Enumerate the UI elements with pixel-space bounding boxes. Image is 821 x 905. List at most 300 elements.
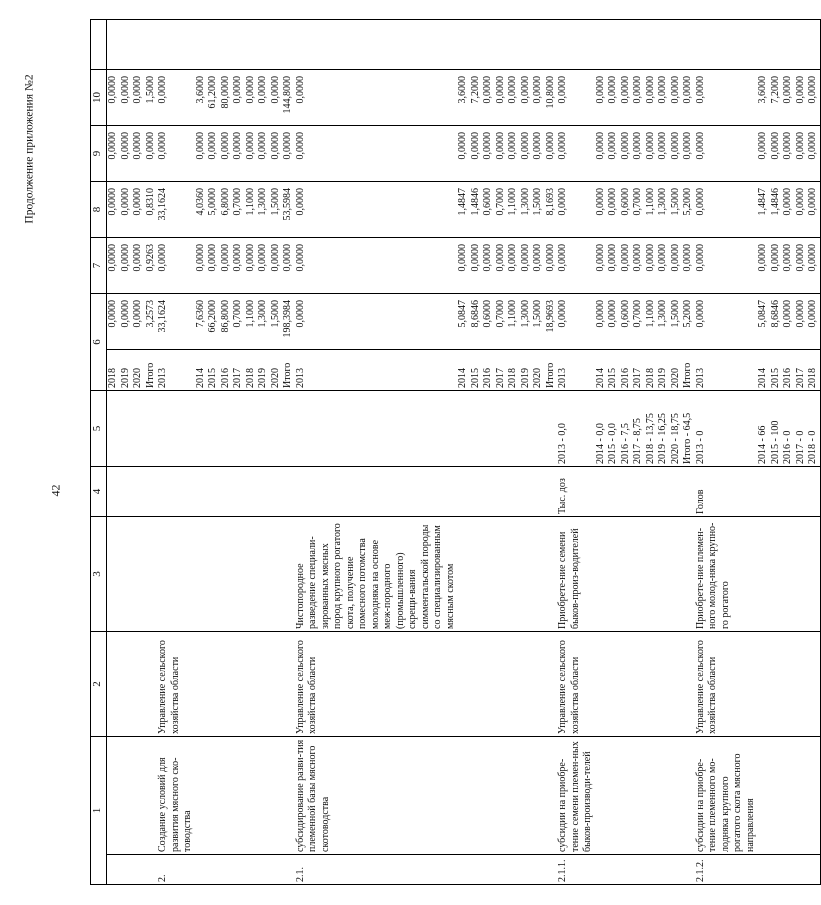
row-number-cell <box>757 855 770 885</box>
spacer-cell <box>595 20 608 70</box>
col-header-3: 3 <box>91 517 107 632</box>
year-cell: 2020 <box>532 350 545 391</box>
table-row <box>657 20 670 885</box>
row-number-cell: 2. <box>157 855 195 885</box>
unit-cell <box>770 467 783 517</box>
local-value-cell: 0,0000 <box>757 126 770 182</box>
indicator-cell: 2014 - 0,0 <box>595 391 608 467</box>
year-cell: 2013 <box>157 350 195 391</box>
unit-cell <box>270 467 283 517</box>
unit-cell <box>670 467 683 517</box>
col-header-7: 7 <box>91 238 107 294</box>
local-value-cell: 0,0000 <box>620 126 633 182</box>
extra-value-cell: 0,0000 <box>795 70 808 126</box>
total-value-cell: 0,0000 <box>295 294 458 350</box>
result-cell <box>532 517 545 632</box>
result-cell <box>632 517 645 632</box>
federal-value-cell: 0,0000 <box>120 238 133 294</box>
local-value-cell: 0,0000 <box>657 126 670 182</box>
executor-cell: Управление сельского хозяйства области <box>295 632 458 737</box>
table-row <box>507 20 520 885</box>
extra-value-cell: 0,0000 <box>782 70 795 126</box>
unit-cell <box>145 467 158 517</box>
local-value-cell: 0,0000 <box>695 126 758 182</box>
indicator-cell <box>270 391 283 467</box>
local-value-cell: 0,0000 <box>557 126 595 182</box>
spacer-cell <box>220 20 233 70</box>
row-number-cell <box>770 855 783 885</box>
federal-value-cell: 0,0000 <box>557 238 595 294</box>
total-value-cell: 0,0000 <box>595 294 608 350</box>
executor-cell <box>645 632 658 737</box>
spacer-cell <box>157 20 195 70</box>
table-row <box>257 20 270 885</box>
year-cell: 2016 <box>620 350 633 391</box>
indicator-cell: 2013 - 0,0 <box>557 391 595 467</box>
unit-cell <box>782 467 795 517</box>
table-row <box>782 20 795 885</box>
extra-value-cell: 0,0000 <box>532 70 545 126</box>
table-row <box>620 20 633 885</box>
extra-value-cell: 0,0000 <box>257 70 270 126</box>
unit-cell <box>620 467 633 517</box>
extra-value-cell: 0,0000 <box>232 70 245 126</box>
local-value-cell: 0,0000 <box>545 126 558 182</box>
indicator-cell: 2017 - 0 <box>795 391 808 467</box>
local-value-cell: 0,0000 <box>257 126 270 182</box>
unit-cell <box>157 467 195 517</box>
unit-cell <box>757 467 770 517</box>
spacer-cell <box>495 20 508 70</box>
local-value-cell: 0,0000 <box>282 126 295 182</box>
local-value-cell: 0,0000 <box>220 126 233 182</box>
extra-value-cell: 0,0000 <box>270 70 283 126</box>
row-number-cell <box>782 855 795 885</box>
result-cell <box>470 517 483 632</box>
spacer-cell <box>632 20 645 70</box>
result-cell <box>645 517 658 632</box>
table-row <box>107 20 120 885</box>
row-number-cell <box>620 855 633 885</box>
unit-cell <box>795 467 808 517</box>
name-cell: Создание условий для развития мясного ско-товодства <box>157 737 195 855</box>
year-cell: 2018 <box>245 350 258 391</box>
table-row <box>132 20 145 885</box>
name-cell <box>657 737 670 855</box>
unit-cell <box>507 467 520 517</box>
name-cell <box>132 737 145 855</box>
unit-cell <box>220 467 233 517</box>
table-row <box>520 20 533 885</box>
table-row <box>282 20 295 885</box>
executor-cell: Управление сельского хозяйства области <box>695 632 758 737</box>
result-cell: Приобрете-ние племен-ного молод-няка крупно-го рогатого <box>695 517 758 632</box>
result-cell <box>195 517 208 632</box>
result-cell <box>795 517 808 632</box>
local-value-cell: 0,0000 <box>782 126 795 182</box>
table-row <box>232 20 245 885</box>
year-cell: 2015 <box>470 350 483 391</box>
extra-value-cell: 61,2000 <box>207 70 220 126</box>
table-row <box>557 20 595 885</box>
spacer-cell <box>245 20 258 70</box>
federal-value-cell: 0,0000 <box>770 238 783 294</box>
regional-value-cell: 0,0000 <box>120 182 133 238</box>
total-value-cell: 1,1000 <box>507 294 520 350</box>
executor-cell <box>207 632 220 737</box>
executor-cell <box>270 632 283 737</box>
year-cell: 2015 <box>607 350 620 391</box>
federal-value-cell: 0,0000 <box>282 238 295 294</box>
executor-cell <box>620 632 633 737</box>
name-cell <box>470 737 483 855</box>
row-number-cell <box>470 855 483 885</box>
indicator-cell: 2017 - 8,75 <box>632 391 645 467</box>
total-value-cell: 1,5000 <box>670 294 683 350</box>
local-value-cell: 0,0000 <box>157 126 195 182</box>
unit-cell <box>132 467 145 517</box>
result-cell <box>145 517 158 632</box>
col-header-6: 6 <box>91 294 107 391</box>
extra-value-cell: 3,6000 <box>195 70 208 126</box>
name-cell: субсидирование разви-тия племенной базы мясного скотоводства <box>295 737 458 855</box>
spacer-cell <box>782 20 795 70</box>
total-value-cell: 18,9693 <box>545 294 558 350</box>
row-number-cell <box>220 855 233 885</box>
federal-value-cell: 0,9263 <box>145 238 158 294</box>
result-cell <box>457 517 470 632</box>
row-number-cell <box>670 855 683 885</box>
federal-value-cell: 0,0000 <box>695 238 758 294</box>
name-cell <box>632 737 645 855</box>
federal-value-cell: 0,0000 <box>757 238 770 294</box>
result-cell <box>657 517 670 632</box>
indicator-cell <box>132 391 145 467</box>
local-value-cell: 0,0000 <box>670 126 683 182</box>
federal-value-cell: 0,0000 <box>682 238 695 294</box>
table-row <box>807 20 820 885</box>
result-cell <box>620 517 633 632</box>
extra-value-cell: 0,0000 <box>295 70 458 126</box>
col-header-4: 4 <box>91 467 107 517</box>
table-row <box>195 20 208 885</box>
year-cell: 2016 <box>220 350 233 391</box>
indicator-cell <box>257 391 270 467</box>
year-cell: 2014 <box>457 350 470 391</box>
total-value-cell: 86,8000 <box>220 294 233 350</box>
federal-value-cell: 0,0000 <box>670 238 683 294</box>
federal-value-cell: 0,0000 <box>645 238 658 294</box>
extra-value-cell: 0,0000 <box>645 70 658 126</box>
spacer-cell <box>207 20 220 70</box>
indicator-cell <box>457 391 470 467</box>
year-cell: 2018 <box>107 350 120 391</box>
regional-value-cell: 0,6000 <box>482 182 495 238</box>
unit-cell <box>532 467 545 517</box>
executor-cell <box>520 632 533 737</box>
regional-value-cell: 1,1000 <box>245 182 258 238</box>
name-cell <box>620 737 633 855</box>
row-number-cell <box>520 855 533 885</box>
result-cell <box>607 517 620 632</box>
federal-value-cell: 0,0000 <box>457 238 470 294</box>
row-number-cell <box>270 855 283 885</box>
executor-cell: Управление сельского хозяйства области <box>157 632 195 737</box>
result-cell <box>770 517 783 632</box>
spacer-cell <box>695 20 758 70</box>
running-head: Продолжение приложения №2 <box>23 74 36 224</box>
executor-cell <box>807 632 820 737</box>
total-value-cell: 1,1000 <box>645 294 658 350</box>
name-cell <box>282 737 295 855</box>
indicator-cell <box>282 391 295 467</box>
local-value-cell: 0,0000 <box>470 126 483 182</box>
spacer-cell <box>295 20 458 70</box>
local-value-cell: 0,0000 <box>795 126 808 182</box>
name-cell <box>507 737 520 855</box>
result-cell <box>207 517 220 632</box>
federal-value-cell: 0,0000 <box>270 238 283 294</box>
result-cell: Приобрете-ние семени быков-произ-водителей <box>557 517 595 632</box>
rotated-table-container <box>90 20 818 885</box>
total-value-cell: 1,5000 <box>532 294 545 350</box>
page-number: 42 <box>48 484 63 497</box>
local-value-cell: 0,0000 <box>520 126 533 182</box>
unit-cell <box>107 467 120 517</box>
table-row <box>470 20 483 885</box>
extra-value-cell: 0,0000 <box>620 70 633 126</box>
total-value-cell: 5,2000 <box>682 294 695 350</box>
local-value-cell: 0,0000 <box>682 126 695 182</box>
unit-cell <box>195 467 208 517</box>
result-cell <box>257 517 270 632</box>
year-cell: 2020 <box>270 350 283 391</box>
result-cell <box>157 517 195 632</box>
regional-value-cell: 0,0000 <box>782 182 795 238</box>
row-number-cell <box>682 855 695 885</box>
executor-cell <box>220 632 233 737</box>
row-number-cell <box>632 855 645 885</box>
extra-value-cell: 3,6000 <box>757 70 770 126</box>
federal-value-cell: 0,0000 <box>782 238 795 294</box>
document-page <box>90 20 818 885</box>
regional-value-cell: 1,5000 <box>270 182 283 238</box>
spacer-cell <box>520 20 533 70</box>
spacer-cell <box>607 20 620 70</box>
unit-cell <box>257 467 270 517</box>
executor-cell <box>245 632 258 737</box>
year-cell: 2013 <box>295 350 458 391</box>
local-value-cell: 0,0000 <box>807 126 820 182</box>
name-cell: субсидии на приобре-тение семени племен-ных быков-производи-телей <box>557 737 595 855</box>
spacer-cell <box>282 20 295 70</box>
total-value-cell: 0,0000 <box>120 294 133 350</box>
row-number-cell <box>145 855 158 885</box>
row-number-cell <box>195 855 208 885</box>
row-number-cell <box>532 855 545 885</box>
regional-value-cell: 0,0000 <box>607 182 620 238</box>
indicator-cell: 2015 - 0,0 <box>607 391 620 467</box>
year-cell: 2013 <box>557 350 595 391</box>
total-value-cell: 1,3000 <box>257 294 270 350</box>
row-number-cell: 2.1. <box>295 855 458 885</box>
executor-cell: Управление сельского хозяйства области <box>557 632 595 737</box>
table-row <box>482 20 495 885</box>
federal-value-cell: 0,0000 <box>245 238 258 294</box>
extra-value-cell: 80,0000 <box>220 70 233 126</box>
total-value-cell: 5,0847 <box>457 294 470 350</box>
executor-cell <box>757 632 770 737</box>
executor-cell <box>457 632 470 737</box>
executor-cell <box>795 632 808 737</box>
executor-cell <box>670 632 683 737</box>
table-row <box>220 20 233 885</box>
table-row <box>270 20 283 885</box>
row-number-cell <box>132 855 145 885</box>
row-number-cell <box>207 855 220 885</box>
result-cell <box>595 517 608 632</box>
indicator-cell <box>207 391 220 467</box>
row-number-cell <box>807 855 820 885</box>
executor-cell <box>282 632 295 737</box>
executor-cell <box>770 632 783 737</box>
executor-cell <box>120 632 133 737</box>
local-value-cell: 0,0000 <box>145 126 158 182</box>
unit-cell <box>607 467 620 517</box>
regional-value-cell: 5,0000 <box>207 182 220 238</box>
unit-cell <box>545 467 558 517</box>
indicator-cell <box>245 391 258 467</box>
extra-value-cell: 0,0000 <box>595 70 608 126</box>
total-value-cell: 7,6360 <box>195 294 208 350</box>
regional-value-cell: 0,7000 <box>495 182 508 238</box>
indicator-cell: Итого - 64,5 <box>682 391 695 467</box>
extra-value-cell: 7,2000 <box>770 70 783 126</box>
result-cell <box>545 517 558 632</box>
local-value-cell: 0,0000 <box>770 126 783 182</box>
spacer-cell <box>120 20 133 70</box>
indicator-cell <box>532 391 545 467</box>
unit-cell <box>282 467 295 517</box>
spacer-cell <box>770 20 783 70</box>
indicator-cell <box>107 391 120 467</box>
indicator-cell <box>120 391 133 467</box>
indicator-cell <box>495 391 508 467</box>
indicator-cell <box>195 391 208 467</box>
col-header-8: 8 <box>91 182 107 238</box>
col-header-9: 9 <box>91 126 107 182</box>
name-cell <box>495 737 508 855</box>
executor-cell <box>470 632 483 737</box>
table-row <box>545 20 558 885</box>
table-row <box>207 20 220 885</box>
federal-value-cell: 0,0000 <box>545 238 558 294</box>
spacer-cell <box>145 20 158 70</box>
indicator-cell: 2013 - 0 <box>695 391 758 467</box>
extra-value-cell: 7,2000 <box>470 70 483 126</box>
row-number-cell: 2.1.1. <box>557 855 595 885</box>
result-cell: Чистопородное разведение специали-зированных мясных пород крупного рогатого скота, получение помесного потомства молодняка на основе меж-породного (промышленного) скрещи-вания симментальской породы со специализированным мясным скотом <box>295 517 458 632</box>
table-row <box>670 20 683 885</box>
row-number-cell <box>282 855 295 885</box>
extra-value-cell: 0,0000 <box>507 70 520 126</box>
name-cell <box>757 737 770 855</box>
row-number-cell <box>232 855 245 885</box>
unit-cell <box>232 467 245 517</box>
name-cell <box>207 737 220 855</box>
name-cell <box>145 737 158 855</box>
table-row <box>295 20 458 885</box>
indicator-cell <box>232 391 245 467</box>
executor-cell <box>507 632 520 737</box>
executor-cell <box>595 632 608 737</box>
row-number-cell <box>457 855 470 885</box>
unit-cell <box>495 467 508 517</box>
extra-value-cell: 3,6000 <box>457 70 470 126</box>
total-value-cell: 0,0000 <box>132 294 145 350</box>
local-value-cell: 0,0000 <box>232 126 245 182</box>
federal-value-cell: 0,0000 <box>507 238 520 294</box>
year-cell: 2016 <box>482 350 495 391</box>
indicator-cell <box>220 391 233 467</box>
year-cell: Итого <box>545 350 558 391</box>
year-cell: 2014 <box>595 350 608 391</box>
total-value-cell: 0,7000 <box>495 294 508 350</box>
executor-cell <box>632 632 645 737</box>
year-cell: Итого <box>145 350 158 391</box>
name-cell <box>457 737 470 855</box>
regional-value-cell: 1,4847 <box>457 182 470 238</box>
regional-value-cell: 0,0000 <box>107 182 120 238</box>
extra-value-cell: 10,8000 <box>545 70 558 126</box>
spacer-cell <box>195 20 208 70</box>
result-cell <box>520 517 533 632</box>
spacer-cell <box>620 20 633 70</box>
spacer-cell <box>270 20 283 70</box>
indicator-cell: 2020 - 18,75 <box>670 391 683 467</box>
row-number-cell <box>657 855 670 885</box>
table-row <box>682 20 695 885</box>
name-cell <box>195 737 208 855</box>
table-row <box>607 20 620 885</box>
budget-table <box>90 19 821 885</box>
executor-cell <box>532 632 545 737</box>
spacer-cell <box>470 20 483 70</box>
row-number-cell <box>482 855 495 885</box>
federal-value-cell: 0,0000 <box>595 238 608 294</box>
indicator-cell <box>482 391 495 467</box>
indicator-cell <box>157 391 195 467</box>
name-cell <box>245 737 258 855</box>
name-cell <box>482 737 495 855</box>
spacer-cell <box>545 20 558 70</box>
spacer-cell <box>682 20 695 70</box>
table-row <box>145 20 158 885</box>
federal-value-cell: 0,0000 <box>657 238 670 294</box>
spacer-cell <box>457 20 470 70</box>
spacer-cell <box>132 20 145 70</box>
total-value-cell: 1,1000 <box>245 294 258 350</box>
federal-value-cell: 0,0000 <box>795 238 808 294</box>
executor-cell <box>545 632 558 737</box>
extra-value-cell: 144,8000 <box>282 70 295 126</box>
col-header-2: 2 <box>91 632 107 737</box>
name-cell <box>607 737 620 855</box>
regional-value-cell: 1,1000 <box>645 182 658 238</box>
executor-cell <box>607 632 620 737</box>
local-value-cell: 0,0000 <box>532 126 545 182</box>
result-cell <box>757 517 770 632</box>
